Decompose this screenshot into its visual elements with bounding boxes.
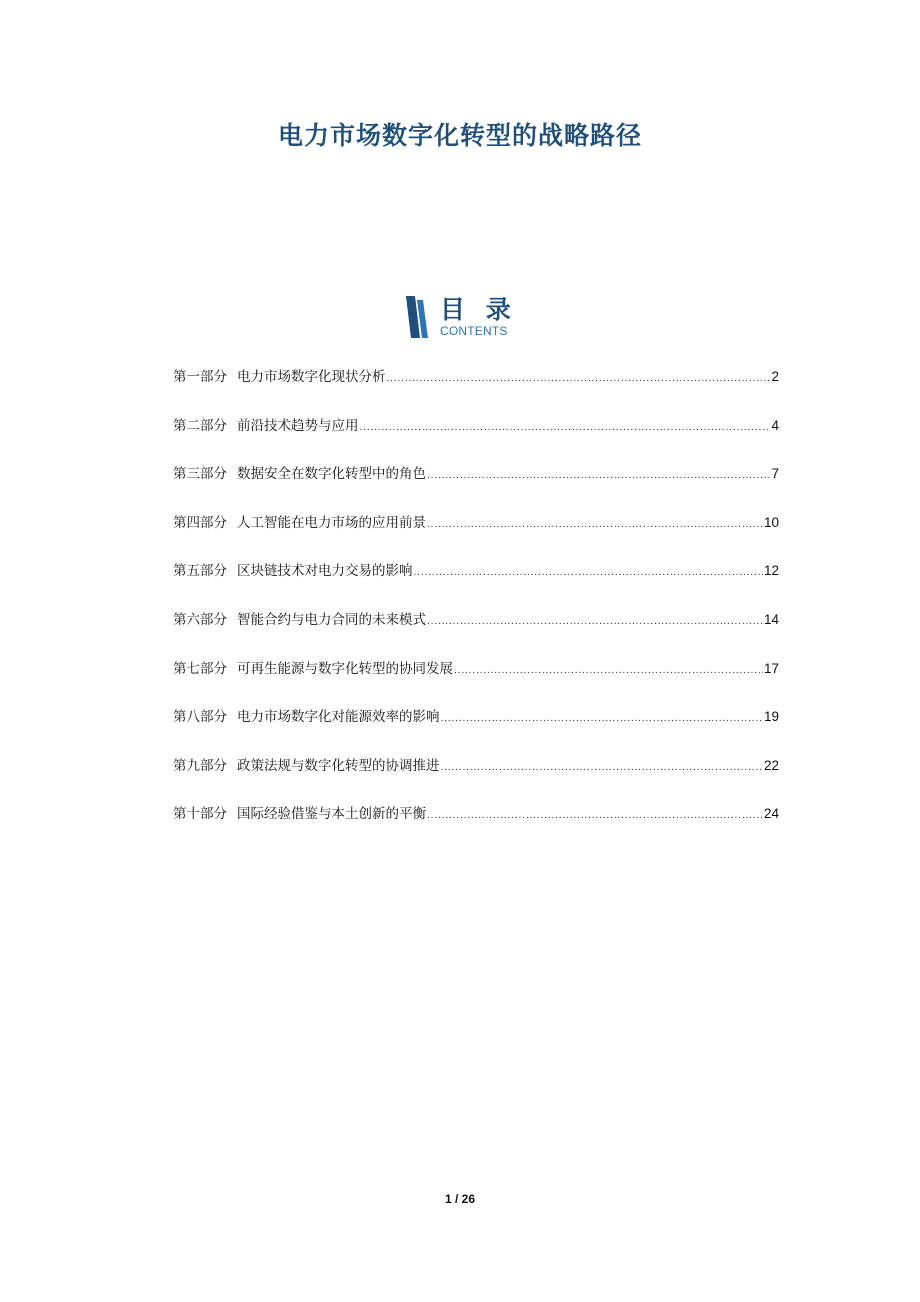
toc-entry-page: 12 [763, 563, 779, 579]
toc-dot-leader [427, 466, 770, 486]
toc-dot-leader [414, 563, 763, 583]
toc-entry-page: 19 [763, 709, 779, 725]
toc-entry-page: 7 [771, 466, 779, 482]
toc-dot-leader [454, 661, 763, 681]
toc-entry[interactable] [173, 416, 779, 465]
page-number: 1 / 26 [444, 1192, 476, 1206]
toc-entry-title: 电力市场数字化现状分析 [237, 369, 386, 385]
toc-entry-title: 国际经验借鉴与本土创新的平衡 [237, 806, 426, 823]
toc-entry-part: 第九部分 [173, 757, 227, 774]
toc-entry-part: 第五部分 [173, 563, 227, 580]
document-title: 电力市场数字化转型的战略路径 [277, 121, 642, 150]
toc-entry-page: 17 [763, 660, 779, 676]
toc-list [173, 367, 779, 853]
toc-entry-page: 2 [771, 369, 779, 384]
toc-entry-part: 第一部分 [173, 369, 227, 385]
toc-entry-part: 第十部分 [173, 806, 227, 823]
toc-entry[interactable] [173, 513, 779, 562]
toc-subheading: CONTENTS [440, 324, 508, 338]
toc-entry[interactable] [173, 707, 779, 756]
toc-header [406, 294, 526, 340]
toc-dot-leader [387, 369, 771, 389]
contents-logo-icon [406, 296, 432, 338]
toc-entry-title: 电力市场数字化对能源效率的影响 [237, 709, 440, 726]
toc-entry-title: 可再生能源与数字化转型的协同发展 [237, 660, 453, 677]
toc-entry-part: 第三部分 [173, 466, 227, 483]
toc-entry-page: 14 [763, 611, 779, 627]
toc-entry-title: 人工智能在电力市场的应用前景 [237, 514, 426, 531]
toc-entry-title: 区块链技术对电力交易的影响 [237, 563, 413, 580]
toc-entry[interactable] [173, 756, 779, 805]
toc-entry[interactable] [173, 804, 779, 853]
toc-entry[interactable] [173, 464, 779, 513]
toc-entry-part: 第二部分 [173, 417, 227, 434]
toc-dot-leader [427, 515, 763, 535]
toc-entry[interactable] [173, 610, 779, 659]
toc-entry-part: 第七部分 [173, 660, 227, 677]
toc-entry-title: 智能合约与电力合同的未来模式 [237, 611, 426, 628]
toc-entry-part: 第八部分 [173, 709, 227, 726]
toc-entry-title: 数据安全在数字化转型中的角色 [237, 466, 426, 483]
toc-entry-title: 前沿技术趋势与应用 [237, 417, 359, 434]
toc-heading: 目 录 [440, 295, 517, 324]
toc-entry-page: 10 [763, 514, 779, 530]
toc-entry-page: 24 [763, 806, 779, 822]
toc-entry-page: 4 [771, 417, 779, 433]
toc-entry-part: 第六部分 [173, 611, 227, 628]
toc-entry[interactable] [173, 659, 779, 708]
toc-dot-leader [441, 758, 763, 778]
toc-entry-title: 政策法规与数字化转型的协调推进 [237, 757, 440, 774]
toc-dot-leader [427, 806, 763, 826]
toc-dot-leader [441, 709, 763, 729]
toc-entry-part: 第四部分 [173, 514, 227, 531]
toc-dot-leader [427, 612, 763, 632]
toc-entry-page: 22 [763, 757, 779, 773]
toc-entry[interactable] [173, 561, 779, 610]
toc-entry[interactable] [173, 367, 779, 416]
toc-dot-leader [360, 418, 771, 438]
